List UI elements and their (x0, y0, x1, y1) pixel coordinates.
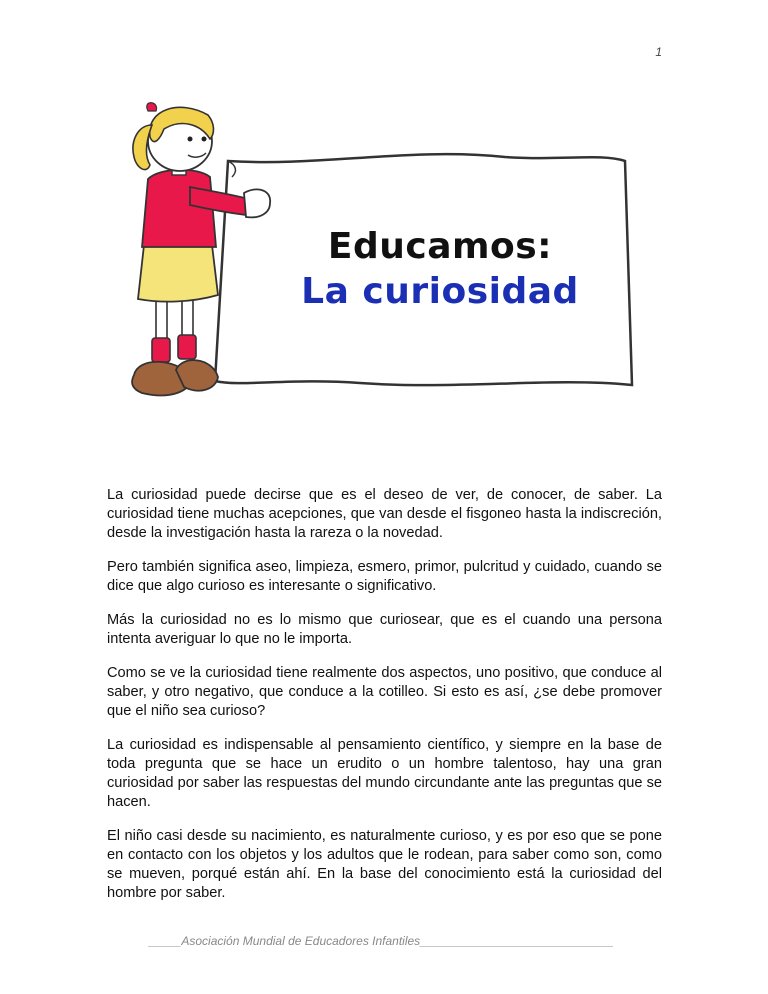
paragraph: La curiosidad puede decirse que es el deseo de ver, de conocer, de saber. La curiosidad tiene muchas acepciones, que van desde el fisgoneo hasta la indiscreción, desde la investigación hasta la rareza o la novedad. (107, 487, 662, 541)
body-text (107, 486, 662, 918)
paragraph: La curiosidad es indispensable al pensamiento científico, y siempre en la base de toda pregunta que se hace un erudito o un hombre talentoso, hay una gran curiosidad por saber las respuestas del mundo circundante ante las preguntas que se hacen. (107, 737, 662, 810)
banner-subtitle: La curiosidad (301, 271, 579, 313)
paragraph: Más la curiosidad no es lo mismo que curiosear, que es el cuando una persona intenta averiguar lo que no le importa. (107, 612, 662, 647)
paragraph: El niño casi desde su nacimiento, es naturalmente curioso, y es por eso que se pone en contacto con los objetos y los adultos que le rodean, para saber como son, como se mueven, porqué están ahí. En la base del conocimiento está la curiosidad del hombre por saber. (107, 828, 662, 901)
paragraph: Pero también significa aseo, limpieza, esmero, primor, pulcritud y cuidado, cuando se dice que algo curioso es interesante o significativo. (107, 559, 662, 594)
footer: _____Asociación Mundial de Educadores Infantiles_____________________________ (148, 934, 614, 948)
banner-title: Educamos: (327, 226, 553, 267)
page-number: 1 (655, 45, 662, 59)
paragraph: Como se ve la curiosidad tiene realmente dos aspectos, uno positivo, que conduce al saber, y otro negativo, que conduce a la cotilleo. Si esto es así, ¿se debe promover que el niño sea curioso? (107, 665, 662, 719)
banner-text (290, 225, 590, 317)
